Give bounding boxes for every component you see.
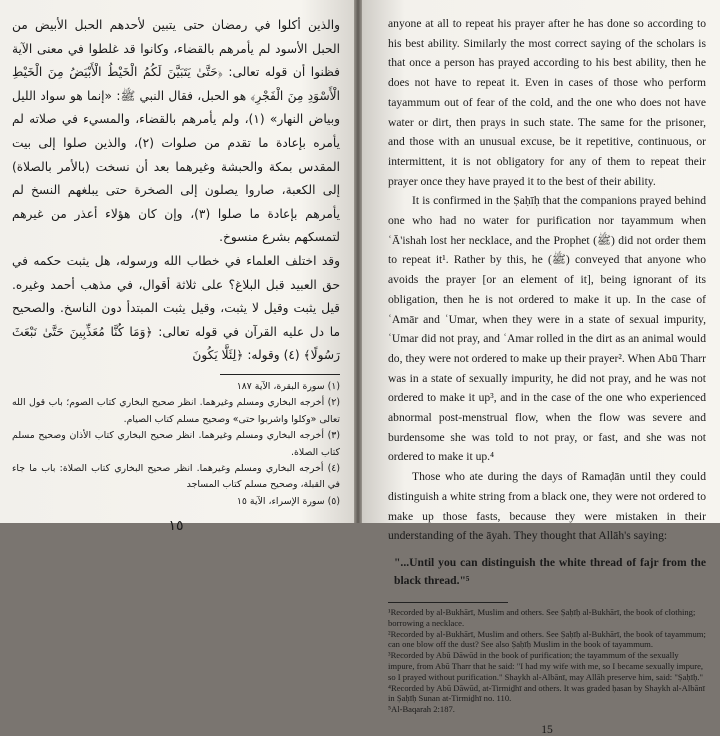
arabic-footnote-2: (٢) أخرجه البخاري ومسلم وغيرهما. انظر صحيح البخاري كتاب الصوم؛ باب قول الله تعالى «وكلوا واشربوا حتى» وصحيح مسلم كتاب الصيام. xyxy=(12,397,340,425)
english-paragraph-1: anyone at all to repeat his prayer after he has done so according to his best ability. Similarly the most correct saying of the scholars is that once a person has prayed according to his best ability, then he does not have to repeat it. Even in cases of those who perform tayammum out of fear of the cold, and the one who does not have water or dirt, then prays in such state. The same for the prisoner, and those with an unusual excuse, be it repetitive, continuous, or intermittent, it is not obligatory for any of them to repeat their prayer once they have prayed it to the best of their ability. xyxy=(388,17,706,188)
footnote-divider xyxy=(220,374,340,375)
arabic-footnote-4: (٤) أخرجه البخاري ومسلم وغيرهما. انظر صحيح البخاري كتاب الصلاة: باب ما جاء في القبلة، وصحيح مسلم كتاب المساجد xyxy=(12,462,340,491)
arabic-footnote-1: (١) سورة البقرة، الآية ١٨٧ xyxy=(236,380,340,392)
english-footnote-1: ¹Recorded by al-Bukhārī, Muslim and others. See Ṣaḥīḥ al-Bukhārī, the book of clothing; borrowing a necklace. xyxy=(388,606,696,628)
book-gutter xyxy=(354,0,362,523)
english-page xyxy=(362,0,720,736)
arabic-paragraph-1: والذين أكلوا في رمضان حتى يتبين لأحدهم الحبل الأبيض من الحبل الأسود لم يأمرهم بالقضاء، وكانوا قد غلطوا في معنى الآية فظنوا أن قوله تعالى: ﴿حَتَّىٰ يَتَبَيَّنَ لَكُمُ الْخَيْطُ الْأَبْيَضُ مِنَ الْخَيْطِ الْأَسْوَدِ مِنَ الْفَجْرِ﴾ هو الحبل، فقال النبي ﷺ: «إنما هو سواد الليل وبياض النهار» (١)، ولم يأمرهم بالقضاء، والمسيء في صلاته لم يأمره بإعادة ما تقدم من صلوات (٢)، والذين صلوا إلى بيت المقدس بمكة والحبشة وغيرهما بعد أن نسخت (بالأمر بالصلاة) إلى الكعبة، صاروا يصلون إلى الصخرة حتى يبلغهم النسخ لم يأمرهم بإعادة ما صلوا (٣)، وإن كان هؤلاء أعذر من غيرهم لتمسكهم بشرع منسوخ. xyxy=(12,18,340,245)
quran-quote: "...Until you can distinguish the white thread of fajr from the black thread."⁵ xyxy=(394,555,706,587)
english-page-number: 15 xyxy=(541,722,553,736)
english-footnote-3: ³Recorded by Abū Dāwūd in the book of purification; the tayammum of the sexually impure, from Abū Tharr that he said: "I had my wife with me, so I became sexually impure, so I prayed without purification." Shaykh al-Albānī, may Allāh preserve him, said: "Ṣaḥīḥ." xyxy=(388,650,704,682)
english-footnote-4: ⁴Recorded by Abū Dāwūd, at-Tirmiḏhī and others. It was graded ḥasan by Shaykh al-Albānī in Ṣaḥīḥ Sunan at-Tirmiḏhī no. 110. xyxy=(388,682,706,704)
english-footnote-5: ⁵Al-Baqarah 2:187. xyxy=(388,704,455,715)
english-paragraph-3: Those who ate during the days of Ramaḍān until they could distinguish a white string from a black one, they were not ordered to make up those fasts, because they were mistaken in their understanding of the āyah. They thought that Allāh's saying: xyxy=(388,470,706,543)
arabic-footnote-3: (٣) أخرجه البخاري ومسلم وغيرهما. انظر صحيح البخاري كتاب الأذان وصحيح مسلم كتاب الصلاة. xyxy=(12,430,340,458)
arabic-footnote-5: (٥) سورة الإسراء، الآية ١٥ xyxy=(236,495,340,507)
arabic-page-number: ١٥ xyxy=(168,518,184,535)
arabic-page xyxy=(0,0,354,535)
english-footnote-2: ²Recorded by al-Bukhārī, Muslim and others. See Ṣaḥīḥ al-Bukhārī, the book of tayammum; can one blow off the dust? See also Ṣaḥīḥ Muslim in the book of tayammum. xyxy=(388,628,706,650)
arabic-paragraph-2: وقد اختلف العلماء في خطاب الله ورسوله، هل يثبت حكمه في حق العبيد قبل البلاغ؟ على ثلاثة أقوال، في مذهب أحمد وغيره. قيل يثبت وقيل لا يثبت، وقيل يثبت المبتدأ دون الناسخ. والصحيح ما دل عليه القرآن في قوله تعالى: ﴿وَمَا كُنَّا مُعَذِّبِينَ حَتَّىٰ نَبْعَثَ رَسُولًا﴾ (٤) وقوله: ﴿لِئَلَّا يَكُونَ xyxy=(12,253,340,363)
footnote-divider xyxy=(388,602,508,603)
english-paragraph-2: It is confirmed in the Ṣaḥīḥ that the companions prayed behind one who had no water for purification nor tayammum when ʿĀ'ishah lost her necklace, and the Prophet (ﷺ) did not order them to repeat it¹. Rather by this, he (ﷺ) conveyed that anyone who avoids the prayer [or an element of it], being ignorant of its obligation, then he is not ordered to make it up. In the case of ʿAmār and ʿUmar, when they were in a state of sexual impurity, ʿUmar did not pray, and ʿAmar rolled in the dirt as an animal would do, they were not ordered to make up their prayer². When Abū Tharr was in a state of sexually impurity, he did not pray, and he was not ordered to make it up³, and in the case of the one who experienced abnormal post-menstrual flow, when the flow was severe and burdensome she was told to not pray, or fast, and she was not ordered to make it up.⁴ xyxy=(388,194,706,464)
